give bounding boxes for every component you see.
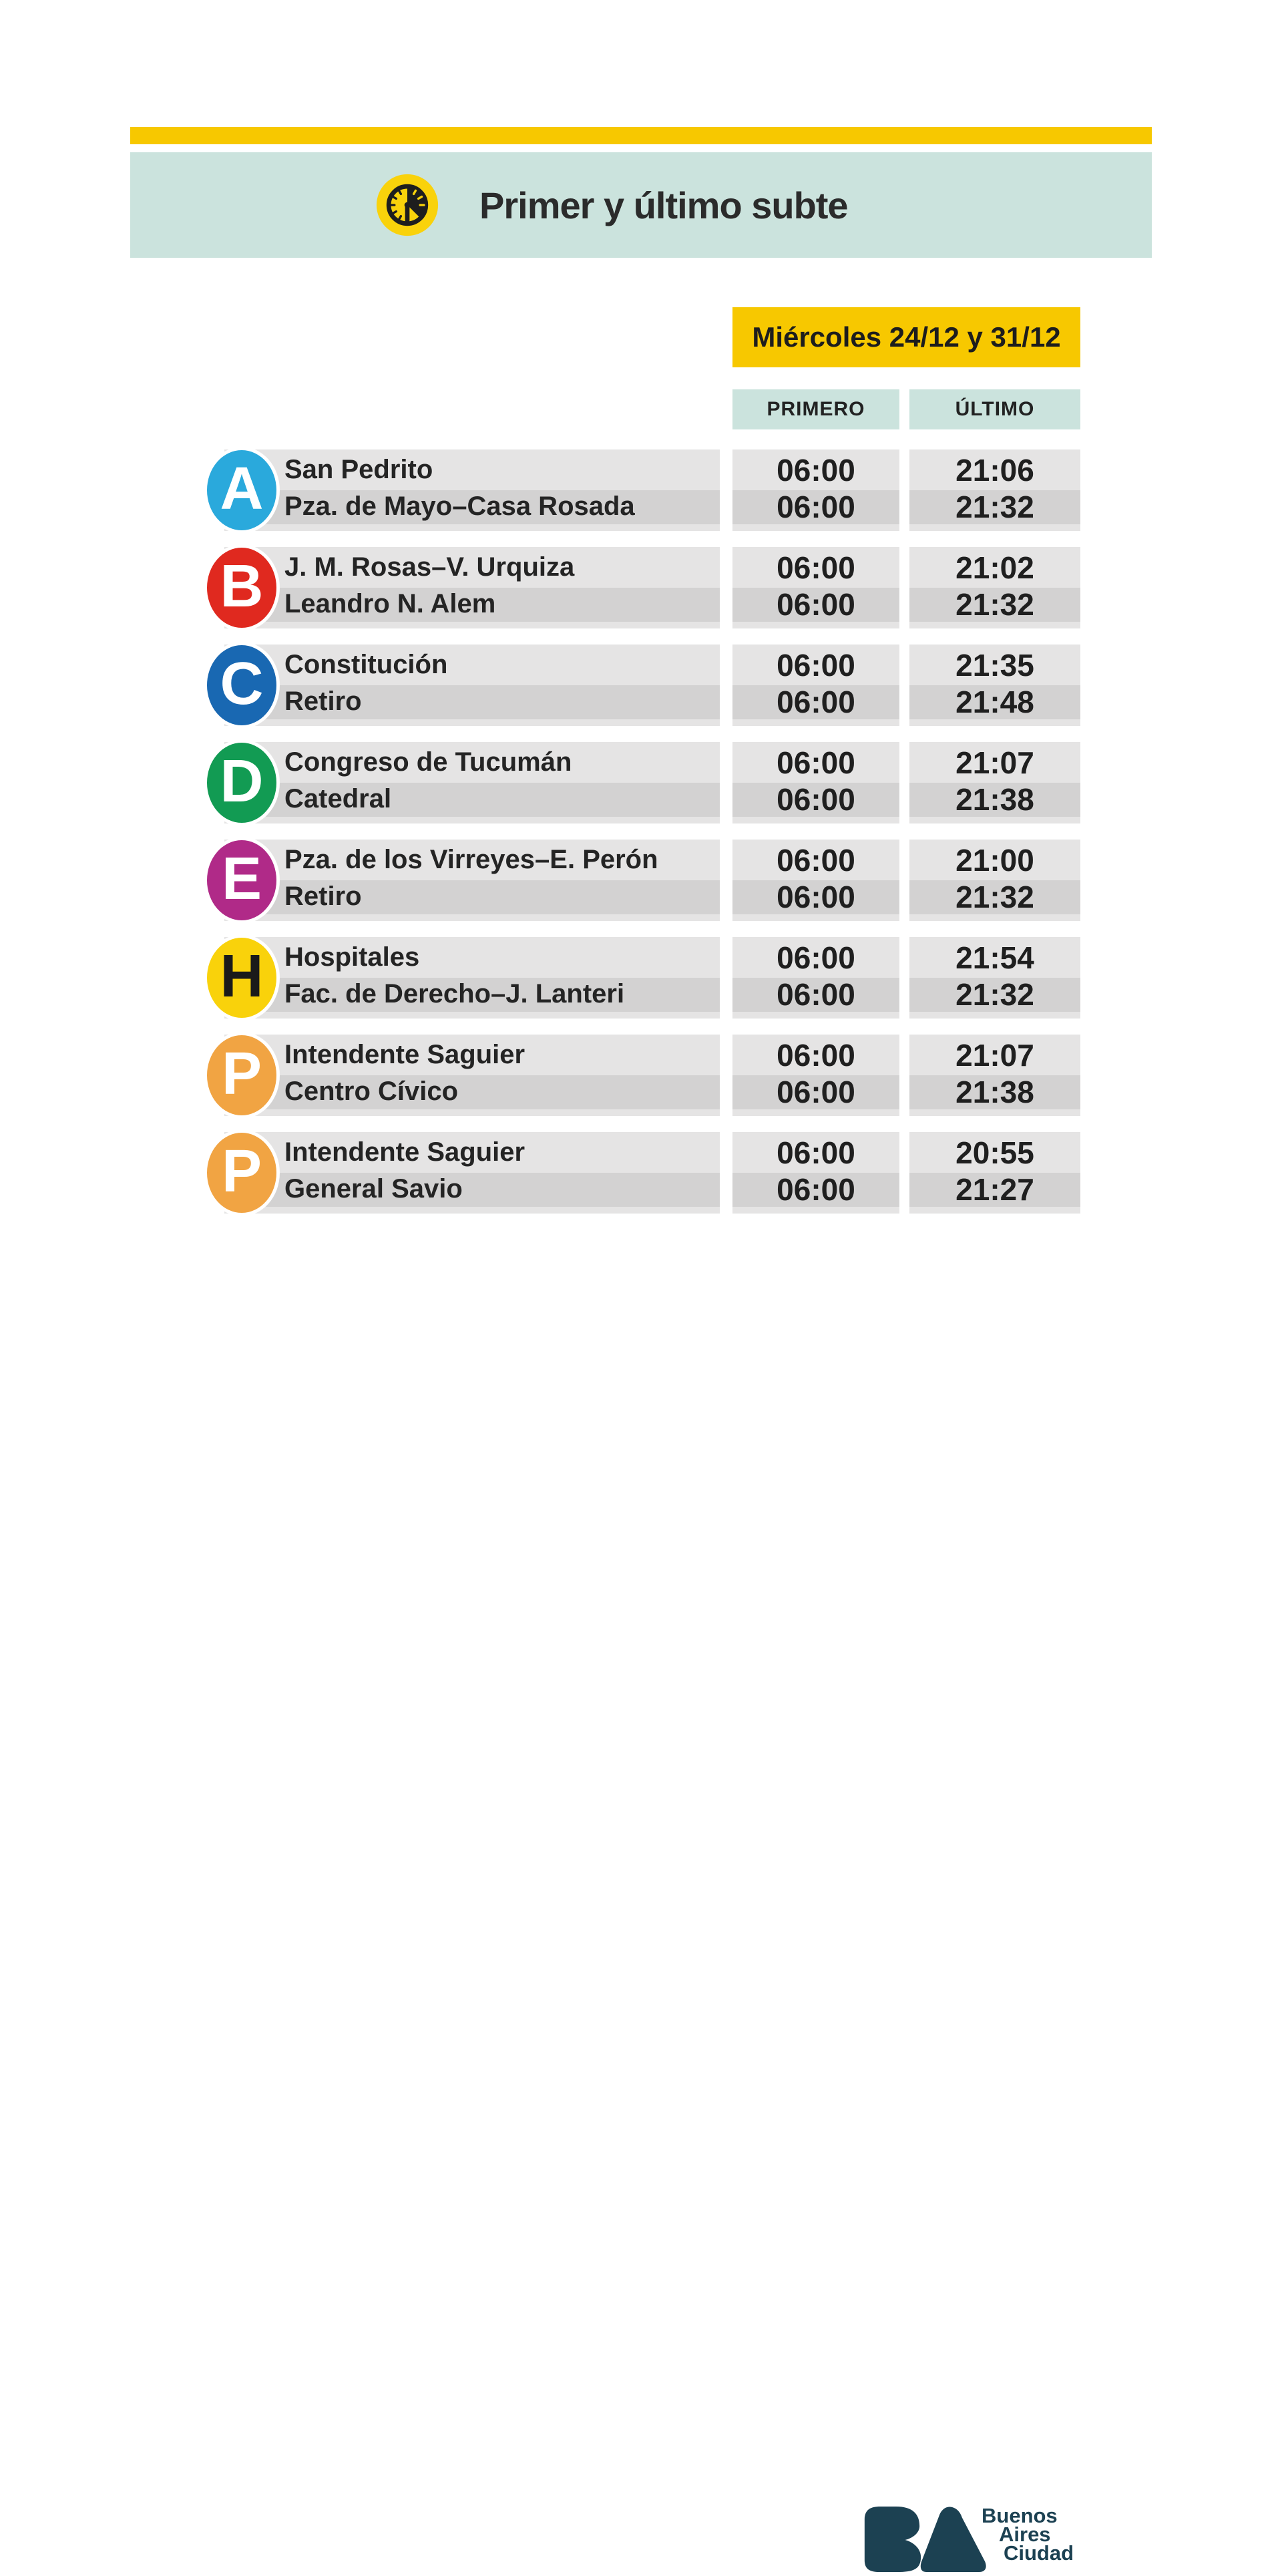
column-header-ultimo: ÚLTIMO bbox=[909, 389, 1080, 429]
lines-container bbox=[0, 449, 1282, 1251]
line-block-d-3 bbox=[0, 742, 1282, 823]
primero-time-1: 06:00 bbox=[777, 647, 855, 683]
ultimo-time-1: 21:07 bbox=[955, 1037, 1034, 1073]
primero-cell bbox=[732, 449, 899, 531]
station-name-1: Intendente Saguier bbox=[284, 1137, 525, 1167]
station-name-1: Congreso de Tucumán bbox=[284, 747, 572, 777]
clock-icon-svg bbox=[375, 173, 439, 237]
line-badge bbox=[207, 743, 276, 823]
ultimo-time-2: 21:32 bbox=[955, 976, 1034, 1012]
station-cell bbox=[224, 742, 720, 823]
station-cell bbox=[221, 1132, 720, 1214]
line-badge bbox=[207, 938, 276, 1018]
station-name-2: Retiro bbox=[284, 687, 362, 716]
line-block-e-4 bbox=[0, 840, 1282, 921]
line-block-h-5 bbox=[0, 937, 1282, 1019]
station-name-2: Catedral bbox=[284, 784, 392, 813]
ultimo-cell bbox=[909, 449, 1080, 531]
primero-cell bbox=[732, 937, 899, 1019]
ultimo-cell bbox=[909, 1035, 1080, 1116]
ba-logo-monogram-icon bbox=[859, 2503, 990, 2576]
primero-cell bbox=[732, 742, 899, 823]
ultimo-time-2: 21:32 bbox=[955, 879, 1034, 914]
logo-line-aires: Aires bbox=[999, 2523, 1051, 2546]
station-cell bbox=[221, 1035, 720, 1116]
station-cell bbox=[224, 937, 720, 1019]
ultimo-cell bbox=[909, 742, 1080, 823]
ultimo-time-2: 21:32 bbox=[955, 489, 1034, 524]
footer bbox=[0, 1242, 1282, 2565]
primero-time-2: 06:00 bbox=[777, 489, 855, 524]
column-header-primero: PRIMERO bbox=[732, 389, 899, 429]
line-letter: D bbox=[220, 748, 264, 815]
station-name-1: Hospitales bbox=[284, 942, 420, 972]
primero-time-2: 06:00 bbox=[777, 1074, 855, 1109]
primero-time-1: 06:00 bbox=[777, 1135, 855, 1170]
line-block-p-7 bbox=[0, 1132, 1282, 1214]
primero-time-2: 06:00 bbox=[777, 781, 855, 817]
clock-icon bbox=[375, 173, 439, 237]
primero-time-1: 06:00 bbox=[777, 940, 855, 975]
primero-time-1: 06:00 bbox=[777, 842, 855, 878]
ultimo-cell bbox=[909, 645, 1080, 726]
line-letter: A bbox=[220, 455, 264, 522]
primero-cell bbox=[732, 547, 899, 628]
primero-cell bbox=[732, 1035, 899, 1116]
station-name-2: Leandro N. Alem bbox=[284, 589, 496, 618]
line-letter: H bbox=[220, 943, 264, 1010]
station-name-2: Pza. de Mayo–Casa Rosada bbox=[284, 492, 635, 521]
primero-time-2: 06:00 bbox=[777, 586, 855, 622]
ultimo-time-1: 21:02 bbox=[955, 550, 1034, 585]
page-title: Primer y último subte bbox=[479, 184, 848, 226]
station-cell bbox=[224, 645, 720, 726]
primero-time-1: 06:00 bbox=[777, 550, 855, 585]
primero-time-2: 06:00 bbox=[777, 879, 855, 914]
primero-time-2: 06:00 bbox=[777, 976, 855, 1012]
primero-time-2: 06:00 bbox=[777, 684, 855, 719]
ultimo-cell bbox=[909, 840, 1080, 921]
line-block-c-2 bbox=[0, 645, 1282, 726]
line-block-a-0 bbox=[0, 449, 1282, 531]
date-header: Miércoles 24/12 y 31/12 bbox=[732, 307, 1080, 367]
ultimo-cell bbox=[909, 1132, 1080, 1214]
station-name-2: Centro Cívico bbox=[284, 1077, 459, 1106]
logo-line-buenos: Buenos bbox=[982, 2504, 1058, 2527]
line-badge bbox=[207, 1035, 276, 1115]
top-yellow-bar bbox=[130, 127, 1152, 144]
primero-time-1: 06:00 bbox=[777, 745, 855, 780]
ultimo-time-2: 21:32 bbox=[955, 586, 1034, 622]
ultimo-time-2: 21:27 bbox=[955, 1171, 1034, 1207]
line-badge bbox=[207, 548, 276, 628]
line-letter: E bbox=[221, 846, 262, 912]
primero-cell bbox=[732, 840, 899, 921]
ultimo-time-1: 21:35 bbox=[955, 647, 1034, 683]
primero-time-2: 06:00 bbox=[777, 1171, 855, 1207]
ultimo-cell bbox=[909, 547, 1080, 628]
ultimo-time-2: 21:38 bbox=[955, 1074, 1034, 1109]
ultimo-time-2: 21:38 bbox=[955, 781, 1034, 817]
line-letter: B bbox=[220, 553, 264, 620]
primero-cell bbox=[732, 1132, 899, 1214]
station-name-1: J. M. Rosas–V. Urquiza bbox=[284, 552, 575, 582]
line-letter: C bbox=[220, 651, 264, 717]
line-letter: P bbox=[221, 1041, 262, 1107]
ultimo-time-1: 21:54 bbox=[955, 940, 1034, 975]
primero-time-1: 06:00 bbox=[777, 452, 855, 488]
line-badge bbox=[207, 645, 276, 725]
ultimo-time-1: 21:07 bbox=[955, 745, 1034, 780]
station-cell bbox=[224, 547, 720, 628]
line-block-b-1 bbox=[0, 547, 1282, 628]
line-block-p-6 bbox=[0, 1035, 1282, 1116]
station-name-1: San Pedrito bbox=[284, 455, 433, 484]
station-name-2: Fac. de Derecho–J. Lanteri bbox=[284, 979, 625, 1008]
line-badge bbox=[207, 450, 276, 530]
station-name-2: General Savio bbox=[284, 1174, 463, 1204]
ultimo-time-1: 20:55 bbox=[955, 1135, 1034, 1170]
station-cell bbox=[224, 449, 720, 531]
primero-cell bbox=[732, 645, 899, 726]
ultimo-time-1: 21:06 bbox=[955, 452, 1034, 488]
station-name-2: Retiro bbox=[284, 882, 362, 911]
ultimo-cell bbox=[909, 937, 1080, 1019]
station-name-1: Constitución bbox=[284, 650, 448, 679]
line-badge bbox=[207, 840, 276, 920]
station-name-1: Pza. de los Virreyes–E. Perón bbox=[284, 845, 658, 874]
ultimo-time-2: 21:48 bbox=[955, 684, 1034, 719]
ba-logo-text bbox=[982, 2504, 1074, 2565]
line-letter: P bbox=[221, 1138, 262, 1205]
primero-time-1: 06:00 bbox=[777, 1037, 855, 1073]
logo-line-ciudad: Ciudad bbox=[1004, 2541, 1074, 2565]
station-name-1: Intendente Saguier bbox=[284, 1040, 525, 1069]
station-cell bbox=[221, 840, 720, 921]
line-badge bbox=[207, 1133, 276, 1213]
ultimo-time-1: 21:00 bbox=[955, 842, 1034, 878]
